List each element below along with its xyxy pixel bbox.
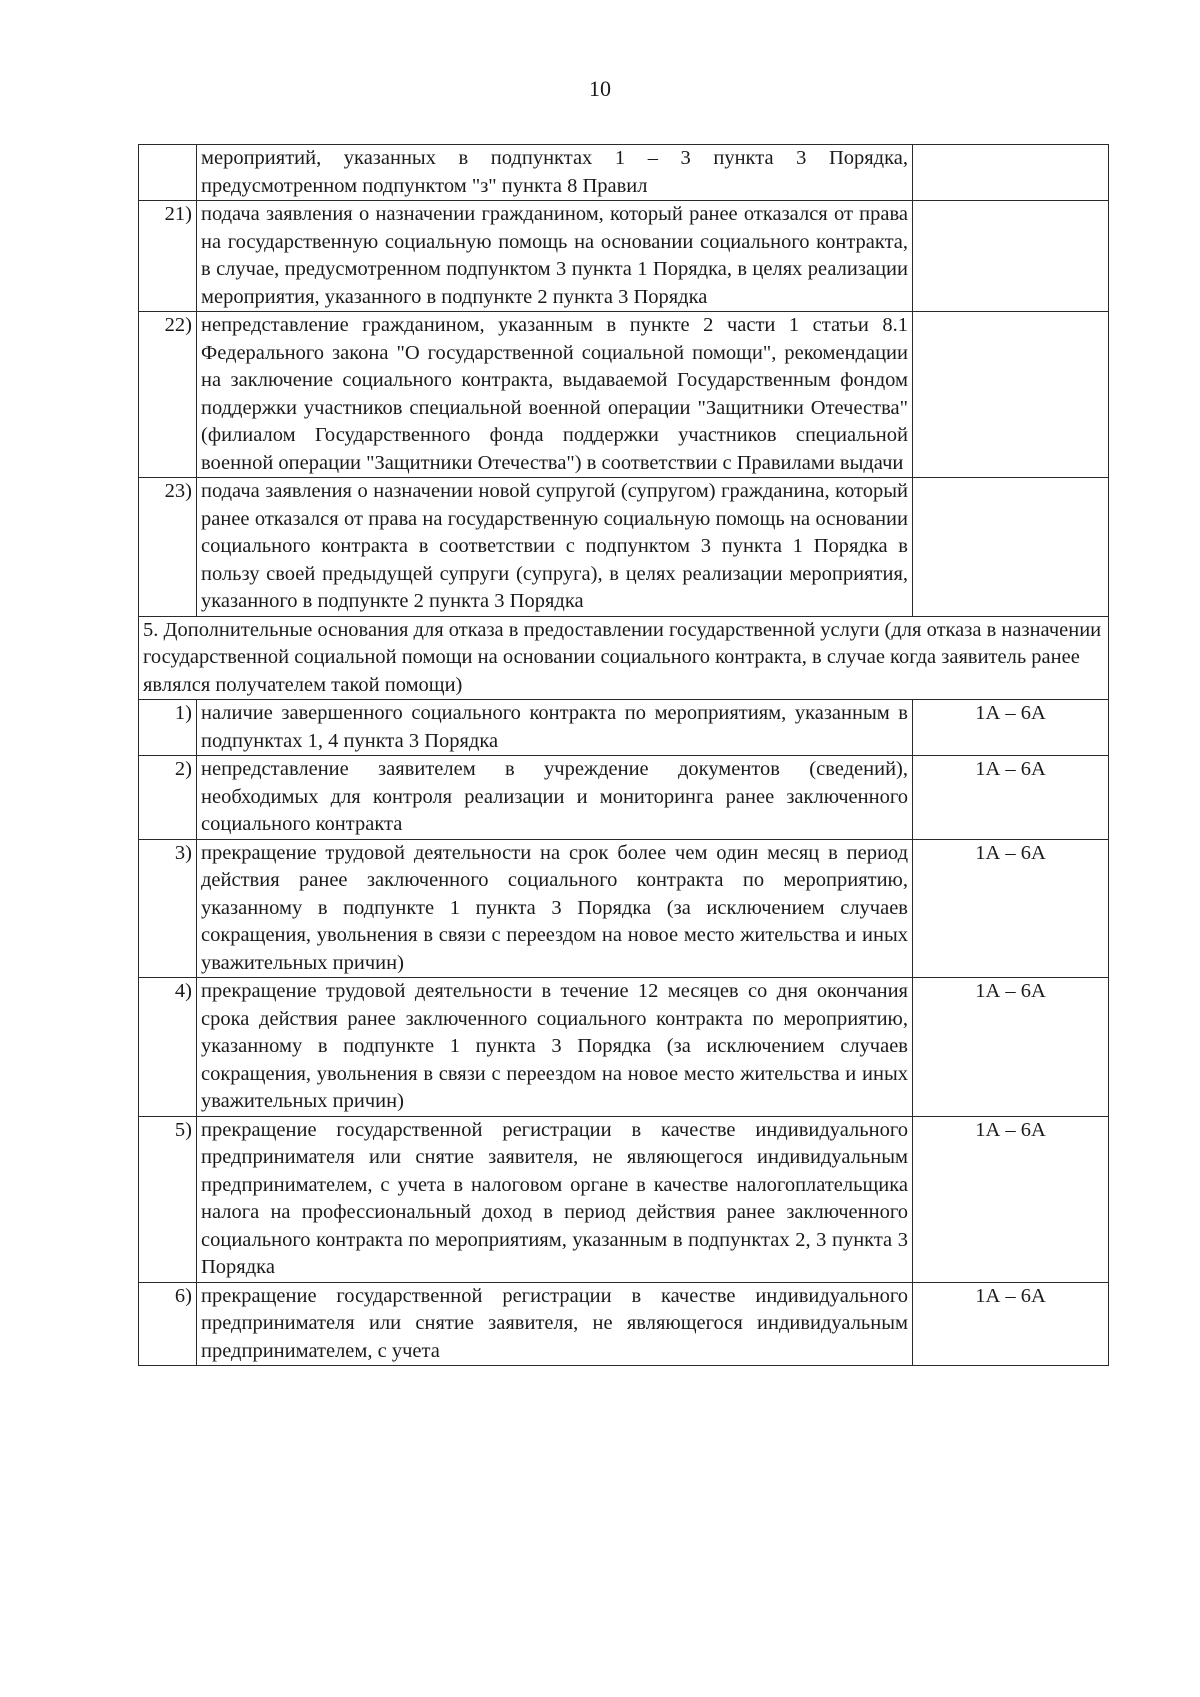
row-code: 1А – 6А [913, 839, 1109, 978]
table-row [139, 700, 1109, 756]
table-row [139, 201, 1109, 312]
row-text: подача заявления о назначении новой супругой (супругом) гражданина, который ранее отказался от права на государственную социальную помощь на основании социального контракта в соответствии с подпунктом 3 пункта 1 Порядка в пользу своей предыдущей супруги (супруга), в целях реализации мероприятия, указанного в подпункте 2 пункта 3 Порядка [197, 478, 913, 617]
table-row [139, 1116, 1109, 1282]
row-number: 6) [139, 1282, 197, 1366]
section-5-heading: 5. Дополнительные основания для отказа в предоставлении государственной услуги (для отказа в назначении государственной социальной помощи на основании социального контракта, в случае когда заявитель ранее являлся получателем такой помощи) [139, 616, 1109, 700]
row-number: 21) [139, 201, 197, 312]
table-row [139, 312, 1109, 478]
row-number: 4) [139, 978, 197, 1117]
table-row [139, 756, 1109, 840]
row-number [139, 145, 197, 201]
table-row [139, 145, 1109, 201]
row-text: непредставление заявителем в учреждение документов (сведений), необходимых для контроля реализации и мониторинга ранее заключенного социального контракта [197, 756, 913, 840]
page-number: 10 [589, 76, 611, 101]
row-text: непредставление гражданином, указанным в пункте 2 части 1 статьи 8.1 Федерального закона "О государственной социальной помощи", рекомендации на заключение социального контракта, выдаваемой Государственным фондом поддержки участников специальной военной операции "Защитники Отечества" (филиалом Государственного фонда поддержки участников специальной военной операции "Защитники Отечества") в соответствии с Правилами выдачи [197, 312, 913, 478]
grounds-table [138, 144, 1109, 1366]
row-text: прекращение государственной регистрации в качестве индивидуального предпринимателя или снятие заявителя, не являющегося индивидуальным предпринимателем, с учета [197, 1282, 913, 1366]
row-code: 1А – 6А [913, 700, 1109, 756]
row-code [913, 312, 1109, 478]
table-row [139, 839, 1109, 978]
row-number: 3) [139, 839, 197, 978]
row-text: мероприятий, указанных в подпунктах 1 – 3 пункта 3 Порядка, предусмотренном подпунктом "з" пункта 8 Правил [197, 145, 913, 201]
row-number: 23) [139, 478, 197, 617]
row-code: 1А – 6А [913, 756, 1109, 840]
row-code: 1А – 6А [913, 978, 1109, 1117]
row-number: 22) [139, 312, 197, 478]
table-row [139, 478, 1109, 617]
row-text: наличие завершенного социального контракта по мероприятиям, указанным в подпунктах 1, 4 пункта 3 Порядка [197, 700, 913, 756]
table-row [139, 978, 1109, 1117]
row-text: прекращение трудовой деятельности в течение 12 месяцев со дня окончания срока действия ранее заключенного социального контракта по мероприятию, указанному в подпункте 1 пункта 3 Порядка (за исключением случаев сокращения, увольнения в связи с переездом на новое место жительства и иных уважительных причин) [197, 978, 913, 1117]
row-text: прекращение трудовой деятельности на срок более чем один месяц в период действия ранее заключенного социального контракта по мероприятию, указанному в подпункте 1 пункта 3 Порядка (за исключением случаев сокращения, увольнения в связи с переездом на новое место жительства и иных уважительных причин) [197, 839, 913, 978]
row-code [913, 478, 1109, 617]
row-text: подача заявления о назначении гражданином, который ранее отказался от права на государственную социальную помощь на основании социального контракта, в случае, предусмотренном подпунктом 3 пункта 1 Порядка, в целях реализации мероприятия, указанного в подпункте 2 пункта 3 Порядка [197, 201, 913, 312]
row-code: 1А – 6А [913, 1116, 1109, 1282]
row-code [913, 201, 1109, 312]
row-number: 5) [139, 1116, 197, 1282]
row-code: 1А – 6А [913, 1282, 1109, 1366]
section-heading-row [139, 616, 1109, 700]
row-number: 2) [139, 756, 197, 840]
table-row [139, 1282, 1109, 1366]
row-number: 1) [139, 700, 197, 756]
row-text: прекращение государственной регистрации в качестве индивидуального предпринимателя или снятие заявителя, не являющегося индивидуальным предпринимателем, с учета в налоговом органе в качестве налогоплательщика налога на профессиональный доход в период действия ранее заключенного социального контракта по мероприятиям, указанным в подпунктах 2, 3 пункта 3 Порядка [197, 1116, 913, 1282]
row-code [913, 145, 1109, 201]
